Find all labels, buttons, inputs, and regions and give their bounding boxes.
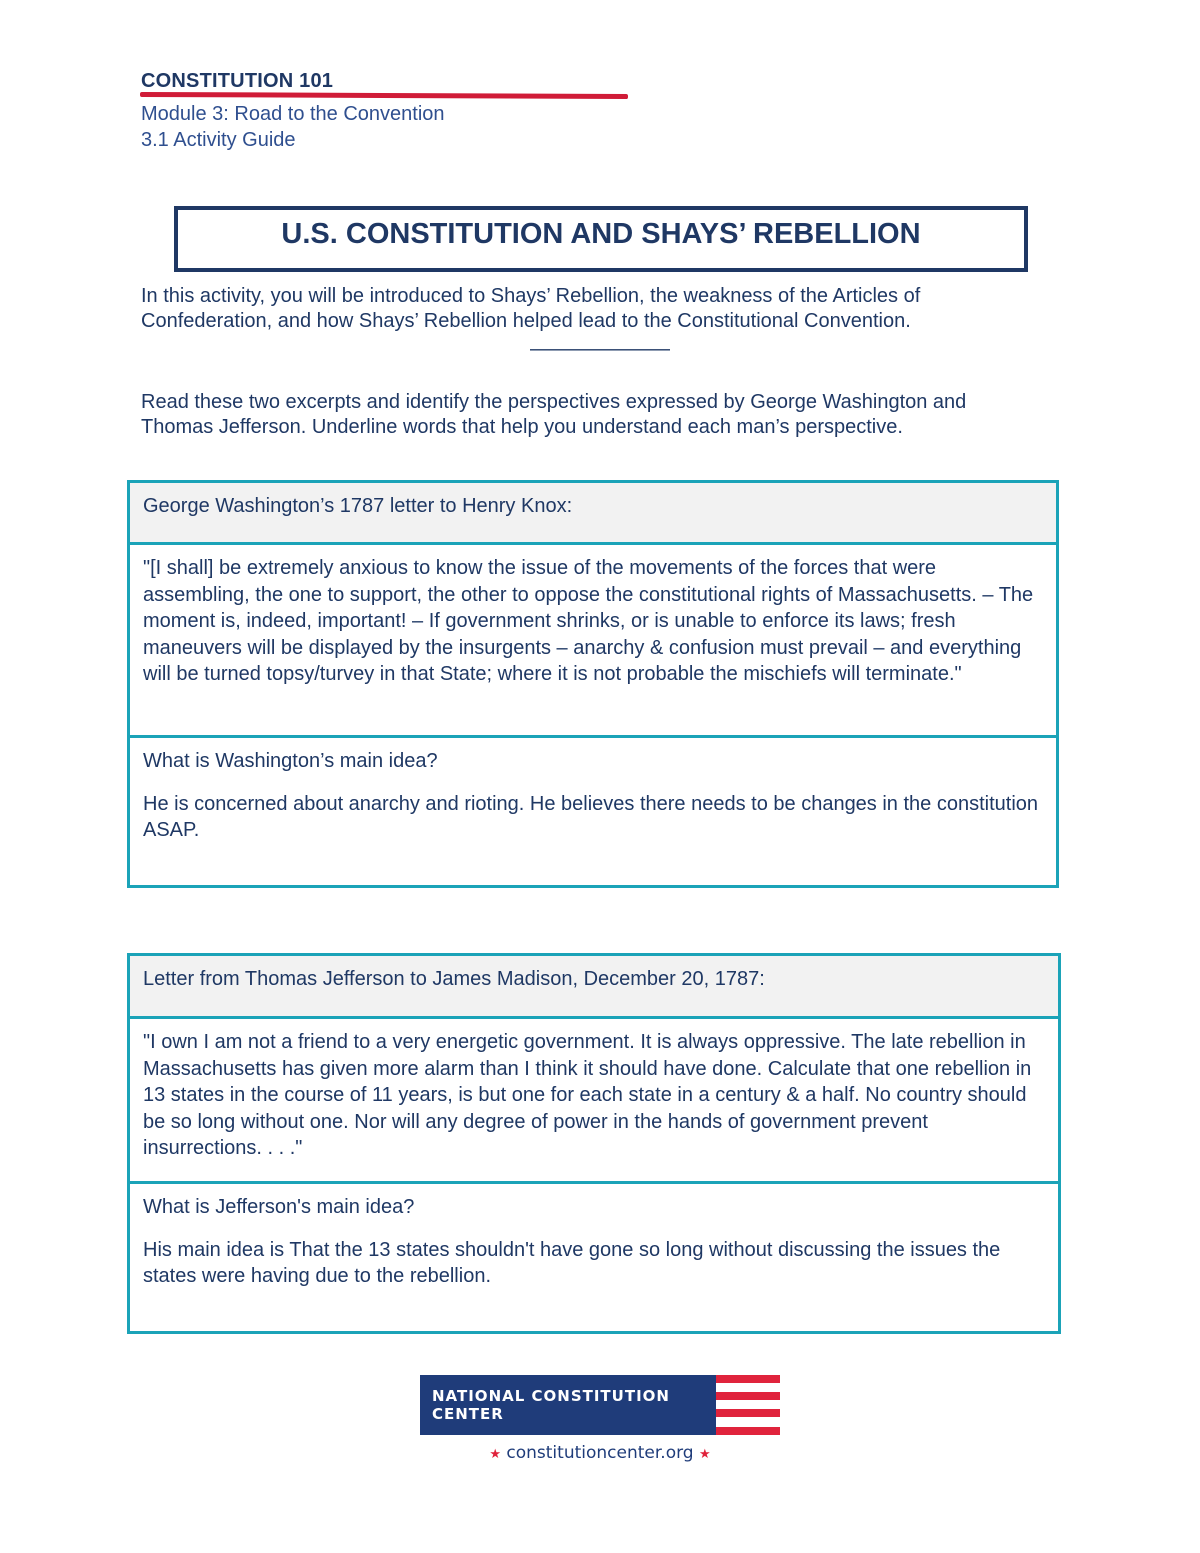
activity-guide-label: 3.1 Activity Guide [141, 129, 296, 151]
logo-stripe [716, 1427, 780, 1435]
answer-cell[interactable] [130, 738, 1056, 885]
logo-stripe [716, 1409, 780, 1417]
excerpt-heading-text: Letter from Thomas Jefferson to James Madison, December 20, 1787: [143, 968, 765, 990]
logo-url: constitutioncenter.org [506, 1443, 694, 1463]
excerpt-heading [130, 956, 1058, 1019]
logo-stripe [716, 1375, 780, 1383]
star-icon: ★ [699, 1447, 711, 1462]
red-underline [140, 92, 628, 99]
excerpt-quote [130, 545, 1056, 738]
excerpt-quote-text: "I own I am not a friend to a very energetic government. It is always oppressive. The late rebellion in Massachusetts has given more alarm than I think it should have done. Calculate that one rebellion in 13 states in the course of 11 years, is but one for each state in a century & a half. No country should be so long without one. Nor will any degree of power in the hands of government prevent insurrections. . . ." [143, 1031, 1032, 1159]
title-box [174, 206, 1028, 272]
logo-url-line [420, 1443, 780, 1463]
excerpt-heading-text: George Washington’s 1787 letter to Henry Knox: [143, 495, 573, 517]
divider-line: ——————— [530, 338, 670, 360]
excerpt-quote-text: "[I shall] be extremely anxious to know the issue of the movements of the forces that were assembling, the one to support, the other to oppose the constitutional rights of Massachusetts. – The moment is, indeed, important! – If government shrinks, or is unable to enforce its laws; fresh maneuvers will be displayed by the insurgents – anarchy & confusion must prevail – and everything will be turned topsy/turvey in that State; where it is not probable the mischiefs will terminate." [143, 557, 1034, 685]
logo-bar [420, 1375, 780, 1435]
logo-stripe [716, 1392, 780, 1400]
question-text: What is Jefferson's main idea? [143, 1196, 415, 1218]
logo-stripes [716, 1375, 780, 1435]
answer-text[interactable]: He is concerned about anarchy and rioting. He believes there needs to be changes in the constitution ASAP. [143, 792, 1039, 841]
star-icon: ★ [489, 1447, 501, 1462]
question-text: What is Washington’s main idea? [143, 750, 438, 772]
jefferson-excerpt-table [127, 953, 1061, 1334]
page-title: U.S. CONSTITUTION AND SHAYS’ REBELLION [281, 217, 921, 250]
excerpt-quote [130, 1019, 1058, 1184]
module-label: Module 3: Road to the Convention [141, 103, 445, 125]
washington-excerpt-table [127, 480, 1059, 888]
intro-paragraph: In this activity, you will be introduced to Shays’ Rebellion, the weakness of the Articles of Confederation, and how Shays’ Rebellion helped lead to the Constitutional Convention. [141, 285, 921, 332]
course-title: CONSTITUTION 101 [141, 70, 334, 92]
answer-cell[interactable] [130, 1184, 1058, 1331]
instructions-paragraph: Read these two excerpts and identify the perspectives expressed by George Washington and Thomas Jefferson. Underline words that help you understand each man’s perspective. [141, 391, 967, 438]
ncc-logo [420, 1375, 780, 1463]
logo-name: NATIONAL CONSTITUTION CENTER [432, 1387, 670, 1423]
excerpt-heading [130, 483, 1056, 545]
answer-text[interactable]: His main idea is That the 13 states shouldn't have gone so long without discussing the issues the states were having due to the rebellion. [143, 1238, 1001, 1287]
logo-blue-block [420, 1375, 716, 1435]
